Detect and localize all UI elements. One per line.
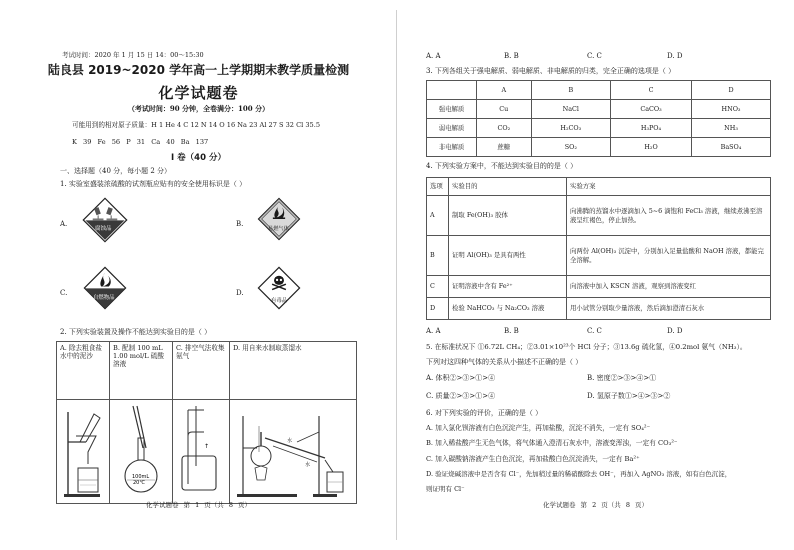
- q3-header-blank: [427, 81, 477, 100]
- q3-header-b: B: [531, 81, 610, 100]
- q2-answer-d: D. D: [667, 52, 683, 60]
- q4-cell: 向溶液中加入 KSCN 溶液，观察到溶液变红: [567, 276, 771, 298]
- page-2-footer: 化学试题卷 第 2 页（共 8 页）: [542, 501, 649, 509]
- question-1-stem: 1. 实验室盛装浓硫酸的试剂瓶应贴有的安全使用标识是（ ）: [60, 180, 247, 188]
- q4-cell: 向沸腾的蒸馏水中逐滴加入 5~6 滴饱和 FeCl₃ 溶液，继续煮沸至溶液呈红褐色，停止加热。: [567, 196, 771, 236]
- exam-info: （考试时间：90 分钟，全卷满分：100 分）: [127, 104, 270, 113]
- q2-option-b: B. 配制 100 mL 1.00 mol/L 硫酸溶液: [110, 342, 173, 400]
- q3-cell: NaCl: [531, 100, 610, 119]
- q4-cell: 用小试管分别取少量溶液，然后滴加澄清石灰水: [567, 298, 771, 320]
- q3-cell: H₃PO₄: [610, 119, 691, 138]
- q4-answer-a: A. A: [426, 327, 441, 335]
- q3-cell: CaCO₃: [610, 100, 691, 119]
- q4-header-purpose: 实验目的: [449, 178, 567, 196]
- q6-option-c: C. 加入碳酸钠溶液产生白色沉淀，再加盐酸白色沉淀消失，一定有 Ba²⁺: [426, 455, 640, 463]
- q2-answer-c: C. C: [587, 52, 602, 60]
- exam-time: 考试时间：2020 年 1 月 15 日 14：00～15:30: [62, 51, 204, 59]
- filtration-icon: [57, 400, 110, 504]
- q4-cell: 检验 NaHCO₃ 与 Na₂CO₃ 溶液: [449, 298, 567, 320]
- q4-cell: D: [427, 298, 449, 320]
- q3-header-a: A: [477, 81, 532, 100]
- question-3-stem: 3. 下列各组关于强电解质、弱电解质、非电解质的归类，完全正确的选项是（ ）: [426, 67, 676, 75]
- page-1-footer: 化学试题卷 第 1 页（共 8 页）: [145, 501, 252, 509]
- atomic-masses-line-2: K 39 Fe 56 P 31 Ca 40 Ba 137: [72, 138, 209, 146]
- svg-text:20℃: 20℃: [133, 480, 145, 486]
- q4-cell: A: [427, 196, 449, 236]
- q6-option-b: B. 加入稀盐酸产生无色气体，将气体通入澄清石灰水中，溶液变浑浊，一定有 CO₃²⁻: [426, 439, 678, 447]
- q3-cell: 强电解质: [427, 100, 477, 119]
- q1-option-a-letter: A.: [60, 220, 68, 228]
- sign-c-label: 自燃物品: [93, 295, 115, 301]
- distillation-icon: [230, 400, 357, 504]
- q4-cell: 证明溶液中含有 Fe²⁺: [449, 276, 567, 298]
- q4-cell: 向两份 Al(OH)₃ 沉淀中，分别加入足量盐酸和 NaOH 溶液，都能完全溶解。: [567, 236, 771, 276]
- q2-option-d: D. 用自来水制取蒸馏水: [230, 342, 357, 400]
- q2-answer-b: B. B: [504, 52, 519, 60]
- volume-title: I 卷（40 分）: [171, 153, 226, 163]
- q3-cell: 蔗糖: [477, 138, 532, 157]
- gas-collection-icon: [173, 400, 230, 504]
- volumetric-flask-icon: [110, 400, 173, 504]
- q3-cell: H₂CO₃: [531, 119, 610, 138]
- q1-option-b-letter: B.: [236, 220, 244, 228]
- exam-title: 陆良县 2019~2020 学年高一上学期期末教学质量检测: [47, 63, 350, 77]
- sign-d-label: 有毒品: [271, 298, 288, 304]
- q3-header-d: D: [692, 81, 771, 100]
- toxic-icon: [256, 265, 302, 311]
- q3-cell: 非电解质: [427, 138, 477, 157]
- svg-text:水: 水: [305, 462, 311, 468]
- q1-option-c-letter: C.: [60, 289, 68, 297]
- q6-option-d-cont: 则证明有 Cl⁻: [426, 485, 465, 493]
- q2-apparatus-table: [56, 341, 357, 504]
- question-4-stem: 4. 下列实验方案中，不能达到实验目的的是（ ）: [426, 162, 578, 170]
- q5-option-d: D. 氢原子数①>④>③>②: [587, 392, 671, 400]
- q4-cell: 制取 Fe(OH)₃ 胶体: [449, 196, 567, 236]
- q6-option-a: A. 加入氯化钡溶液有白色沉淀产生，再加盐酸，沉淀不消失，一定有 SO₄²⁻: [426, 424, 651, 432]
- paper-subtitle: 化学试题卷: [158, 84, 239, 102]
- q3-electrolyte-table: [426, 80, 771, 157]
- q5-option-a: A. 体积②>③>①>④: [426, 374, 496, 382]
- spontaneous-combustion-icon: [82, 265, 128, 311]
- q3-cell: NH₃: [692, 119, 771, 138]
- section-heading: 一、选择题（40 分，每小题 2 分）: [60, 167, 172, 175]
- q3-cell: SO₂: [531, 138, 610, 157]
- q3-cell: CO₂: [477, 119, 532, 138]
- q1-option-d-letter: D.: [236, 289, 244, 297]
- flammable-gas-icon: [256, 196, 302, 242]
- sign-a-label: 腐蚀品: [95, 226, 112, 232]
- q2-answer-a: A. A: [426, 52, 441, 60]
- q2-option-a: A. 除去粗食盐水中的泥沙: [57, 342, 110, 400]
- question-5-stem-2: 下列对这四种气体的关系从小描述不正确的是（ ）: [426, 358, 583, 366]
- svg-text:100mL: 100mL: [132, 474, 150, 480]
- q4-answer-d: D. D: [667, 327, 683, 335]
- q5-option-c: C. 质量②>③>①>④: [426, 392, 496, 400]
- corrosive-icon: [82, 197, 128, 243]
- question-6-stem: 6. 对下列实验的评价，正确的是（ ）: [426, 409, 543, 417]
- question-2-stem: 2. 下列实验装置及操作不能达到实验目的是（ ）: [60, 328, 212, 336]
- q4-answer-b: B. B: [504, 327, 519, 335]
- page-2: [397, 0, 794, 550]
- q6-option-d: D. 验证烧碱溶液中是否含有 Cl⁻，先加稍过量的稀硝酸除去 OH⁻，再加入 AgNO₃ 溶液，如有白色沉淀，: [426, 470, 732, 478]
- q3-cell: 弱电解质: [427, 119, 477, 138]
- q2-option-c: C. 排空气法收集氨气: [173, 342, 230, 400]
- atomic-masses-line-1: 可能用到的相对原子质量：H 1 He 4 C 12 N 14 O 16 Na 23 Al 27 S 32 Cl 35.5: [72, 121, 321, 129]
- q3-cell: Cu: [477, 100, 532, 119]
- q3-cell: H₂O: [610, 138, 691, 157]
- q4-header-plan: 实验方案: [567, 178, 771, 196]
- q4-experiment-table: [426, 177, 771, 320]
- q3-cell: BaSO₄: [692, 138, 771, 157]
- svg-text:↑: ↑: [204, 443, 210, 450]
- svg-text:水: 水: [287, 438, 293, 444]
- q4-cell: 证明 Al(OH)₃ 是具有两性: [449, 236, 567, 276]
- q4-header-option: 选项: [427, 178, 449, 196]
- q3-header-c: C: [610, 81, 691, 100]
- q4-answer-c: C. C: [587, 327, 602, 335]
- q3-cell: HNO₃: [692, 100, 771, 119]
- question-5-stem: 5. 在标准状况下 ①6.72L CH₄；②3.01×10²³个 HCl 分子；③13.6g 硫化氢，④0.2mol 氨气（NH₃）。: [426, 343, 747, 351]
- q4-cell: B: [427, 236, 449, 276]
- q4-cell: C: [427, 276, 449, 298]
- sign-b-label: 易燃气体: [268, 226, 289, 232]
- q5-option-b: B. 密度②>③>④>①: [587, 374, 657, 382]
